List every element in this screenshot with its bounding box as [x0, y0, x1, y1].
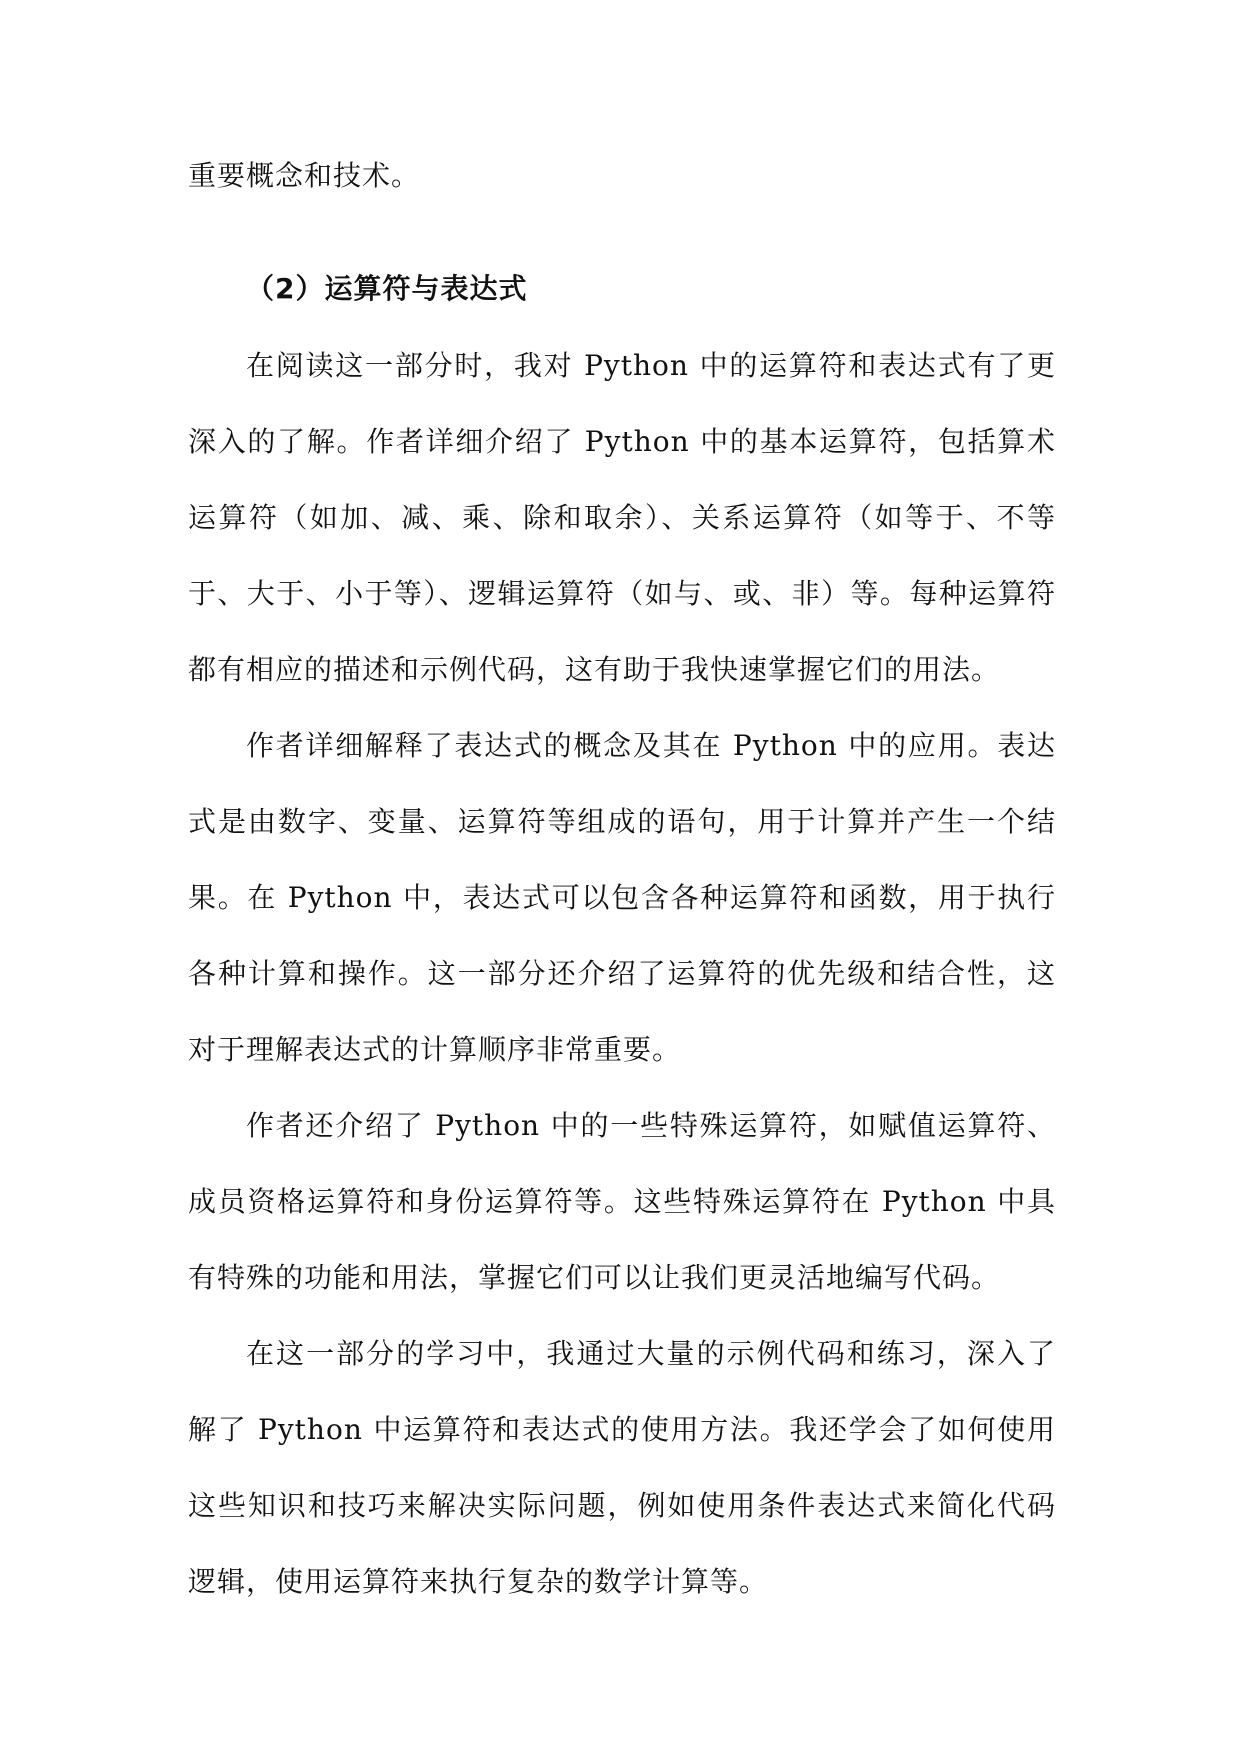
body-paragraph: 作者详细解释了表达式的概念及其在 Python 中的应用。表达式是由数字、变量、运算符等组成的语句，用于计算并产生一个结果。在 Python 中，表达式可以包含各种运算符和函数，用于执行各种计算和操作。这一部分还介绍了运算符的优先级和结合性，这对于理解表达式的计算顺序非常重要。 [188, 729, 1056, 1066]
body-paragraph: 在这一部分的学习中，我通过大量的示例代码和练习，深入了解了 Python 中运算符和表达式的使用方法。我还学会了如何使用这些知识和技巧来解决实际问题，例如使用条件表达式来简化代码逻辑，使用运算符来执行复杂的数学计算等。 [188, 1337, 1056, 1598]
body-paragraph: 在阅读这一部分时，我对 Python 中的运算符和表达式有了更深入的了解。作者详细介绍了 Python 中的基本运算符，包括算术运算符（如加、减、乘、除和取余）、关系运算符（如等于、不等于、大于、小于等）、逻辑运算符（如与、或、非）等。每种运算符都有相应的描述和示例代码，这有助于我快速掌握它们的用法。 [188, 349, 1056, 686]
document-body [188, 138, 1056, 1620]
body-paragraph: 作者还介绍了 Python 中的一些特殊运算符，如赋值运算符、成员资格运算符和身份运算符等。这些特殊运算符在 Python 中具有特殊的功能和用法，掌握它们可以让我们更灵活地编写代码。 [188, 1109, 1056, 1294]
continuation-paragraph: 重要概念和技术。 [188, 159, 421, 192]
section-heading: （2）运算符与表达式 [246, 272, 528, 305]
